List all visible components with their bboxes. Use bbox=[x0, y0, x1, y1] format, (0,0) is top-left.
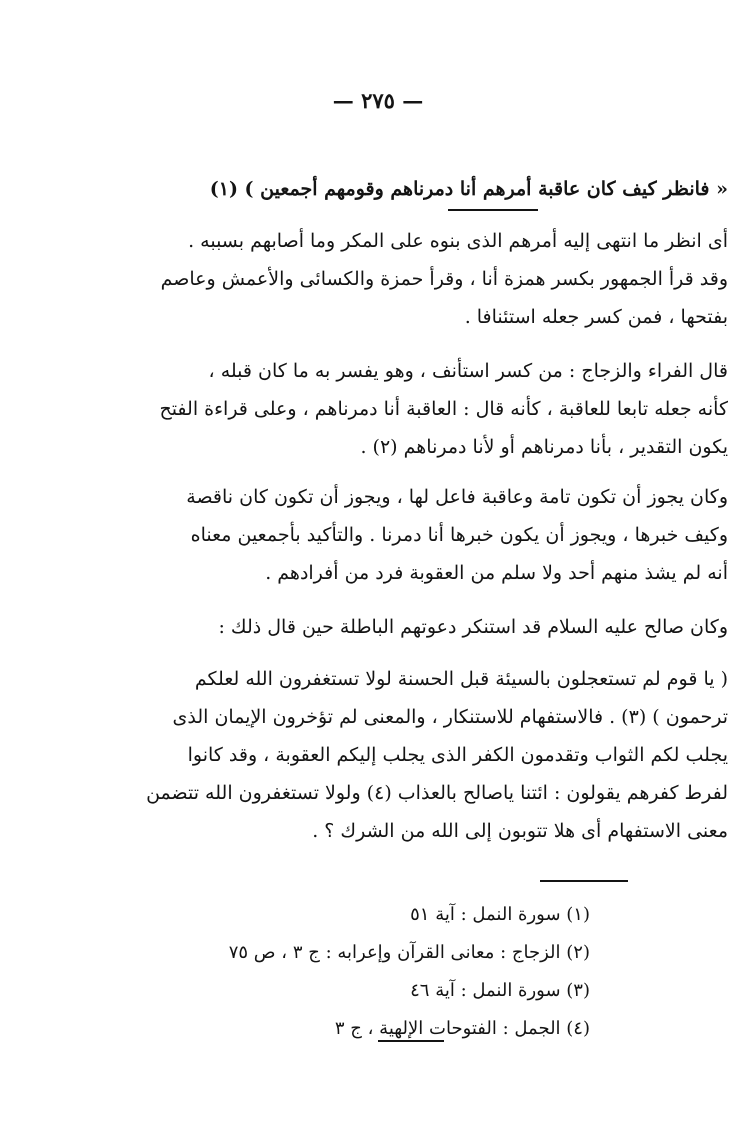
text-line: قال الفراء والزجاج : من كسر استأنف ، وهو يفسر به ما كان قبله ، bbox=[208, 360, 728, 382]
paragraph-1 bbox=[58, 222, 728, 336]
text-line: ( يا قوم لم تستعجلون بالسيئة قبل الحسنة لولا تستغفرون الله لعلكم bbox=[194, 668, 728, 690]
text-line: وكيف خبرها ، ويجوز أن يكون خبرها أنا دمرنا . والتأكيد بأجمعين معناه bbox=[190, 524, 728, 546]
text-line: أى انظر ما انتهى إليه أمرهم الذى بنوه على المكر وما أصابهم بسببه . bbox=[188, 230, 728, 252]
footnote-2: (٢) الزجاج : معانى القرآن وإعرابه : ج ٣ ، ص ٧٥ bbox=[228, 942, 590, 963]
footnote-1: (١) سورة النمل : آية ٥١ bbox=[410, 904, 590, 925]
text-line: وكان صالح عليه السلام قد استنكر دعوتهم الباطلة حين قال ذلك : bbox=[218, 616, 728, 638]
footnote-underline bbox=[378, 1040, 444, 1042]
footnotes bbox=[180, 896, 590, 1048]
page-number: — ٢٧٥ — bbox=[332, 88, 424, 113]
text-line: أنه لم يشذ منهم أحد ولا سلم من العقوبة فرد من أفرادهم . bbox=[265, 562, 728, 584]
text-line: لفرط كفرهم يقولون : ائتنا ياصالح بالعذاب (٤) ولولا تستغفرون الله تتضمن bbox=[146, 782, 728, 804]
verse-underline bbox=[448, 209, 538, 211]
text-line: يكون التقدير ، بأنا دمرناهم أو لأنا دمرناهم (٢) . bbox=[360, 436, 728, 458]
paragraph-2 bbox=[58, 352, 728, 466]
text-line: وقد قرأ الجمهور بكسر همزة أنا ، وقرأ حمزة والكسائى والأعمش وعاصم bbox=[160, 268, 728, 290]
footnote-3: (٣) سورة النمل : آية ٤٦ bbox=[410, 980, 590, 1001]
text-line: كأنه جعله تابعا للعاقبة ، كأنه قال : العاقبة أنا دمرناهم ، وعلى قراءة الفتح bbox=[159, 398, 728, 420]
text-line: بفتحها ، فمن كسر جعله استئنافا . bbox=[464, 306, 728, 328]
paragraph-5 bbox=[58, 660, 728, 850]
verse-heading: « فانظر كيف كان عاقبة أمرهم أنا دمرناهم وقومهم أجمعين ) (١) bbox=[209, 178, 728, 200]
text-line: يجلب لكم الثواب وتقدمون الكفر الذى يجلب إليكم العقوبة ، وقد كانوا bbox=[187, 744, 728, 766]
text-line: ترحمون ) (٣) . فالاستفهام للاستنكار ، والمعنى لم تؤخرون الإيمان الذى bbox=[172, 706, 728, 728]
text-line: معنى الاستفهام أى هلا تتوبون إلى الله من الشرك ؟ . bbox=[312, 820, 728, 842]
text-line: وكان يجوز أن تكون تامة وعاقبة فاعل لها ، ويجوز أن تكون كان ناقصة bbox=[186, 486, 728, 508]
footnote-4: (٤) الجمل : الفتوحات الإلهية ، ج ٣ bbox=[334, 1018, 590, 1039]
paragraph-4 bbox=[58, 608, 728, 646]
footnote-separator bbox=[540, 880, 628, 882]
paragraph-3 bbox=[58, 478, 728, 592]
